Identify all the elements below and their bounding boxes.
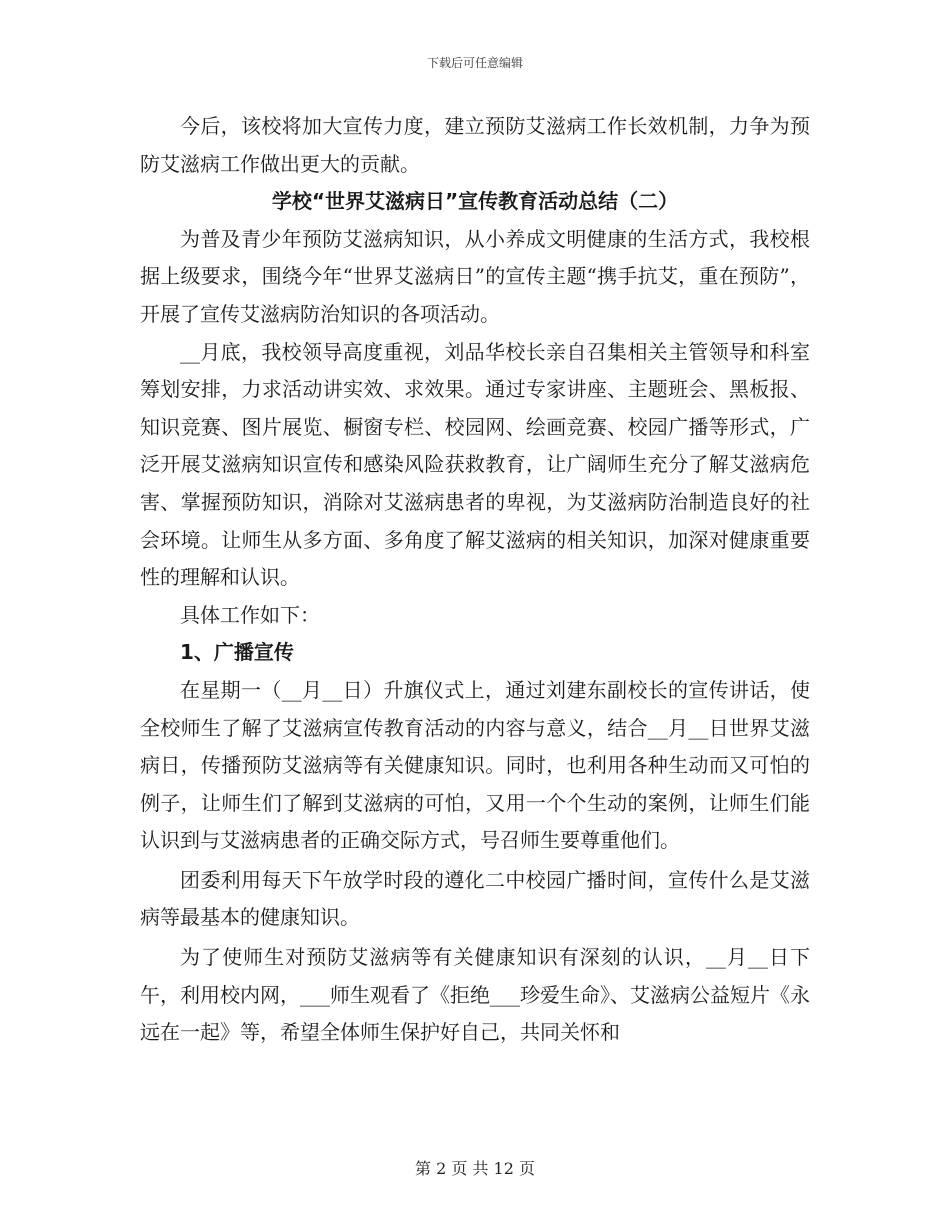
document-body (140, 108, 810, 1052)
paragraph-3: 具体工作如下： (180, 602, 320, 627)
document-title: 学校“世界艾滋病日”宣传教育活动总结（二） (271, 189, 679, 214)
paragraph-4: 在星期一（__月__日）升旗仪式上，通过刘建东副校长的宣传讲话，使全校师生了解了艾滋病宣传教育活动的内容与意义，结合__月__日世界艾滋病日，传播预防艾滋病等有关健康知识。同时，也利用各种生动而又可怕的例子，让师生们了解到艾滋病的可怕，又用一个个生动的案例，让师生们能认识到与艾滋病患者的正确交际方式，号召师生要尊重他们。 (140, 677, 810, 853)
paragraph-5: 团委利用每天下午放学时段的遵化二中校园广播时间，宣传什么是艾滋病等最基本的健康知识。 (140, 867, 810, 930)
header-note: 下载后可任意编辑 (426, 56, 523, 70)
paragraph-1: 为普及青少年预防艾滋病知识，从小养成文明健康的生活方式，我校根据上级要求，围绕今年“世界艾滋病日”的宣传主题“携手抗艾，重在预防”，开展了宣传艾滋病防治知识的各项活动。 (140, 226, 810, 326)
paragraph-intro: 今后，该校将加大宣传力度，建立预防艾滋病工作长效机制，力争为预防艾滋病工作做出更大的贡献。 (140, 114, 810, 176)
section-heading-broadcast: 1、广播宣传 (180, 640, 294, 665)
paragraph-2: __月底，我校领导高度重视，刘品华校长亲自召集相关主管领导和科室筹划安排，力求活动讲实效、求效果。通过专家讲座、主题班会、黑板报、知识竞赛、图片展览、橱窗专栏、校园网、绘画竞赛、校园广播等形式，广泛开展艾滋病知识宣传和感染风险获救教育，让广阔师生充分了解艾滋病危害、掌握预防知识，消除对艾滋病患者的卑视，为艾滋病防治制造良好的社会环境。让师生从多方面、多角度了解艾滋病的相关知识，加深对健康重要性的理解和认识。 (140, 339, 810, 590)
page-indicator: 第 2 页 共 12 页 (415, 1159, 535, 1178)
paragraph-6: 为了使师生对预防艾滋病等有关健康知识有深刻的认识，__月__日下午，利用校内网，___师生观看了《拒绝___珍爱生命》、艾滋病公益短片《永远在一起》等，希望全体师生保护好自己，共同关怀和 (140, 945, 810, 1045)
